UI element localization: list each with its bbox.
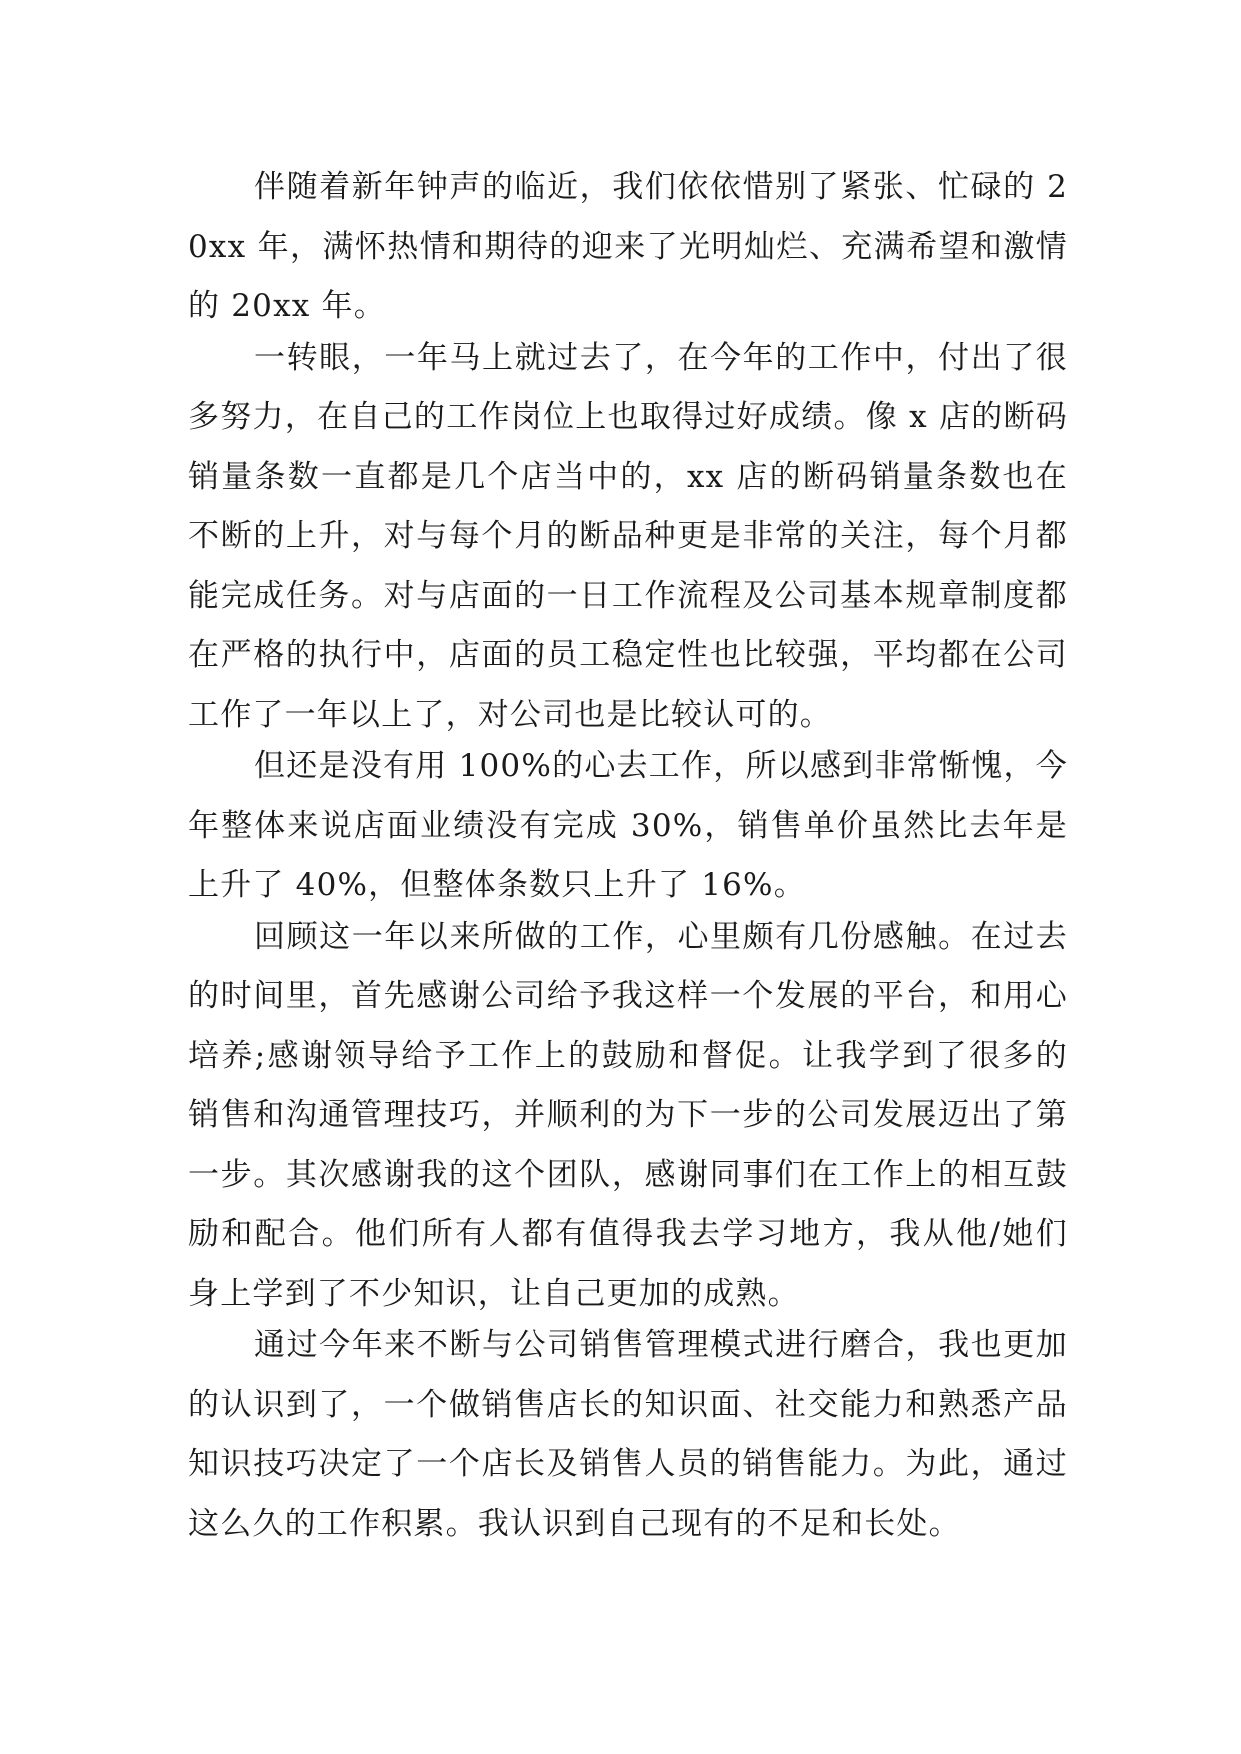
paragraph-year-review: 一转眼，一年马上就过去了，在今年的工作中，付出了很多努力，在自己的工作岗位上也取得过好成绩。像 x 店的断码销量条数一直都是几个店当中的，xx 店的断码销量条数也在不断的上升，对与每个月的断品种更是非常的关注，每个月都能完成任务。对与店面的一日工作流程及公司基本规章制度都在严格的执行中，店面的员工稳定性也比较强，平均都在公司工作了一年以上了，对公司也是比较认可的。 [188,339,1068,733]
document-page [188,158,1068,1554]
paragraph-reflection: 通过今年来不断与公司销售管理模式进行磨合，我也更加的认识到了，一个做销售店长的知识面、社交能力和熟悉产品知识技巧决定了一个店长及销售人员的销售能力。为此，通过这么久的工作积累。我认识到自己现有的不足和长处。 [188,1327,1068,1542]
paragraph-gratitude: 回顾这一年以来所做的工作，心里颇有几份感触。在过去的时间里，首先感谢公司给予我这样一个发展的平台，和用心培养;感谢领导给予工作上的鼓励和督促。让我学到了很多的销售和沟通管理技巧，并顺利的为下一步的公司发展迈出了第一步。其次感谢我的这个团队，感谢同事们在工作上的相互鼓励和配合。他们所有人都有值得我去学习地方，我从他/她们身上学到了不少知识，让自己更加的成熟。 [188,918,1068,1312]
paragraph-performance: 但还是没有用 100%的心去工作，所以感到非常惭愧，今年整体来说店面业绩没有完成 30%，销售单价虽然比去年是上升了 40%，但整体条数只上升了 16%。 [188,748,1068,903]
paragraph-new-year: 伴随着新年钟声的临近，我们依依惜别了紧张、忙碌的 20xx 年，满怀热情和期待的迎来了光明灿烂、充满希望和激情的 20xx 年。 [188,169,1068,324]
